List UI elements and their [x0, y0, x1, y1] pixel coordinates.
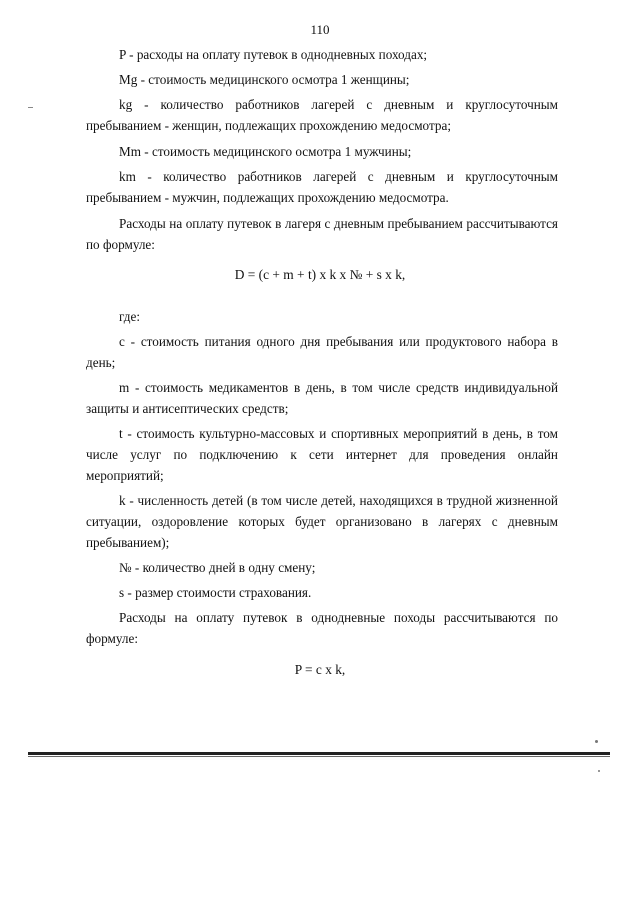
scan-speck	[595, 740, 598, 743]
definition-m: m - стоимость медикаментов в день, в том числе средств индивидуальной защиты и антисептических средств;	[86, 380, 558, 416]
scan-speck	[598, 770, 600, 772]
page-bottom-rule	[28, 752, 610, 755]
formula-d: D = (c + m + t) x k x № + s x k,	[234, 267, 406, 282]
definition-days: № - количество дней в одну смену;	[119, 560, 316, 575]
definition-kg: kg - количество работников лагерей с дневным и круглосуточным пребыванием - женщин, подлежащих прохождению медосмотра;	[86, 97, 558, 133]
paragraph-day-camp-expenses: Расходы на оплату путевок в лагеря с дневным пребыванием рассчитываются по формуле:	[86, 216, 558, 252]
formula-p: P = c x k,	[294, 662, 346, 677]
page-number: 110	[310, 22, 330, 37]
scan-mark	[28, 107, 33, 108]
definition-c: c - стоимость питания одного дня пребывания или продуктового набора в день;	[86, 334, 558, 370]
definition-p-expenses: P - расходы на оплату путевок в однодневных походах;	[119, 47, 428, 62]
paragraph-hike-expenses: Расходы на оплату путевок в однодневные походы рассчитываются по формуле:	[86, 610, 558, 646]
definition-km: km - количество работников лагерей с дневным и круглосуточным пребыванием - мужчин, подлежащих прохождению медосмотра.	[86, 169, 558, 205]
where-label: где:	[119, 309, 140, 324]
definition-mm: Mm - стоимость медицинского осмотра 1 мужчины;	[119, 144, 412, 159]
definition-t: t - стоимость культурно-массовых и спортивных мероприятий в день, в том числе услуг по подключению к сети интернет для проведения онлайн мероприятий;	[86, 426, 558, 483]
definition-s: s - размер стоимости страхования.	[119, 585, 312, 600]
definition-k: k - численность детей (в том числе детей, находящихся в трудной жизненной ситуации, оздоровление которых будет организовано в лагерях с дневным пребыванием);	[86, 493, 558, 550]
page-bottom-rule-thin	[28, 756, 610, 757]
definition-mg: Mg - стоимость медицинского осмотра 1 женщины;	[119, 72, 410, 87]
